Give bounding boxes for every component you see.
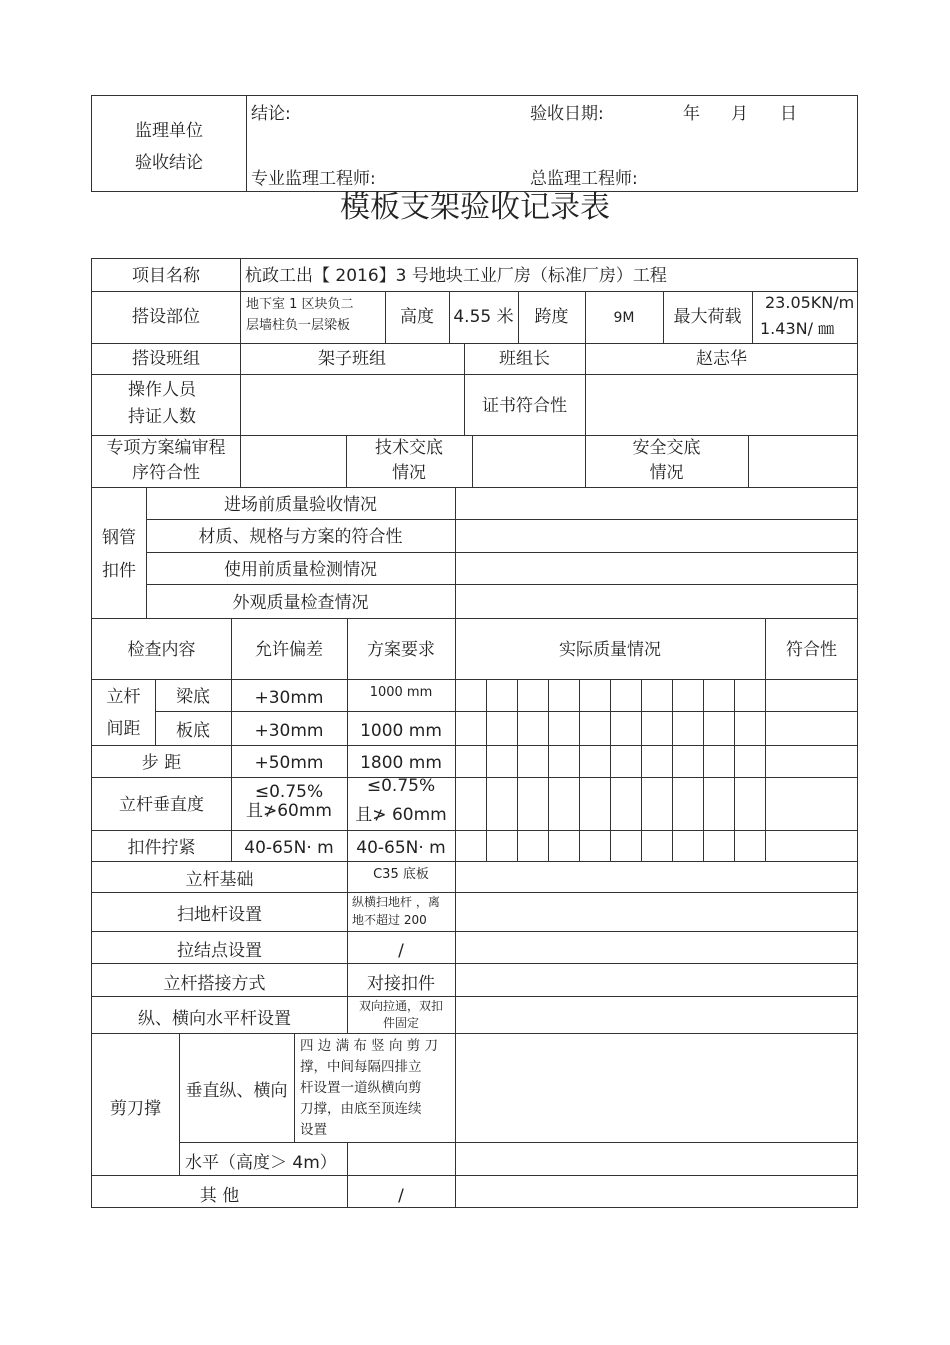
height-value: 4.55 米	[453, 307, 514, 327]
sweep-rod-label: 扫地杆设置	[177, 905, 262, 925]
leader-label: 班组长	[499, 349, 550, 369]
horizontal-rod-label: 纵、横向水平杆设置	[138, 1009, 291, 1029]
tech-briefing-label-line1: 技术交底	[375, 438, 443, 458]
engineer-label: 专业监理工程师:	[251, 169, 376, 189]
max-load-label: 最大荷载	[673, 307, 742, 327]
verticality-label: 立杆垂直度	[119, 795, 204, 815]
step-distance-label: 步 距	[141, 753, 182, 773]
scissor-brace-label: 剪刀撑	[110, 1099, 161, 1119]
other-value: /	[398, 1186, 404, 1206]
page-title: 模板支架验收记录表	[340, 190, 610, 225]
torque-tolerance: 40-65N· m	[244, 838, 334, 858]
header-check-content: 检查内容	[127, 640, 196, 660]
steel-label-line2: 扣件	[102, 561, 136, 581]
steel-label-line1: 钢管	[102, 528, 136, 548]
sweep-rod-value-line2: 地不超过 200	[352, 913, 427, 927]
operators-label-line1: 操作人员	[128, 380, 196, 400]
steel-item: 使用前质量检测情况	[224, 560, 377, 580]
beam-tolerance: +30mm	[254, 688, 324, 708]
horizontal-rod-value-line1: 双向拉通，双扣	[358, 999, 443, 1013]
acceptance-date-label: 验收日期:	[530, 104, 604, 124]
steel-item: 材质、规格与方案的符合性	[198, 527, 403, 547]
tech-briefing-label-line2: 情况	[392, 463, 426, 483]
team-value: 架子班组	[318, 349, 386, 369]
plan-review-label-line2: 序符合性	[132, 463, 200, 483]
verticality-requirement-line2: 且≯ 60mm	[355, 805, 447, 825]
sweep-rod-value-line1: 纵横扫地杆 ，离	[352, 895, 440, 909]
beam-bottom-label: 梁底	[176, 687, 210, 707]
location-value-line1: 地下室 1 区块负二	[246, 297, 354, 312]
team-label: 搭设班组	[132, 349, 200, 369]
plan-review-label-line1: 专项方案编审程	[106, 438, 226, 458]
slab-bottom-label: 板底	[176, 721, 210, 741]
step-tolerance: +50mm	[254, 753, 324, 773]
tie-point-label: 拉结点设置	[177, 941, 262, 961]
tie-point-value: /	[398, 941, 404, 961]
slab-requirement: 1000 mm	[360, 721, 442, 741]
project-name-value: 杭政工出【 2016】3 号地块工业厂房（标准厂房）工程	[245, 266, 667, 286]
date-day: 日	[780, 104, 797, 124]
scissor-vertical-value-line: 设置	[300, 1122, 327, 1138]
header-actual-quality: 实际质量情况	[559, 640, 661, 660]
operators-label-line2: 持证人数	[128, 407, 196, 427]
safety-briefing-label-line1: 安全交底	[632, 438, 701, 458]
date-year: 年	[683, 104, 700, 124]
header-conformity: 符合性	[786, 640, 837, 660]
max-load-value-line1: 23.05KN/m	[765, 293, 855, 312]
cert-conformity-label: 证书符合性	[482, 396, 567, 416]
verticality-tolerance-line1: ≤0.75%	[254, 782, 324, 802]
supervision-unit-label: 监理单位	[135, 121, 203, 141]
date-month: 月	[731, 104, 748, 124]
max-load-value-line2: 1.43N/ ㎜	[760, 319, 835, 338]
steel-item: 进场前质量验收情况	[224, 495, 377, 515]
other-label: 其 他	[199, 1186, 240, 1206]
scissor-horizontal-label: 水平（高度＞ 4m）	[185, 1153, 337, 1173]
torque-requirement: 40-65N· m	[356, 838, 446, 858]
pole-spacing-label-line2: 间距	[106, 719, 141, 739]
verticality-requirement-line1: ≤0.75%	[366, 776, 436, 796]
span-value: 9M	[613, 310, 635, 326]
scissor-vertical-value-line: 杆设置一道纵横向剪	[300, 1080, 422, 1096]
scissor-vertical-value-line: 刀撑，由底至顶连续	[300, 1101, 422, 1117]
torque-label: 扣件拧紧	[127, 838, 196, 858]
horizontal-rod-value-line2: 件固定	[382, 1016, 419, 1030]
scissor-vertical-label: 垂直纵、横向	[185, 1081, 288, 1101]
supervision-divider	[246, 95, 247, 192]
leader-value: 赵志华	[696, 349, 747, 369]
conclusion-label: 结论:	[251, 104, 291, 124]
header-tolerance: 允许偏差	[255, 640, 323, 660]
span-label: 跨度	[534, 307, 569, 327]
header-plan-requirement: 方案要求	[367, 640, 435, 660]
project-name-label: 项目名称	[132, 266, 200, 286]
chief-engineer-label: 总监理工程师:	[530, 169, 638, 189]
steel-item: 外观质量检查情况	[232, 593, 369, 613]
step-requirement: 1800 mm	[360, 753, 442, 773]
pole-spacing-label-line1: 立杆	[106, 687, 141, 707]
foundation-value: C35 底板	[373, 867, 429, 882]
scissor-vertical-value-line: 撑，中间每隔四排立	[300, 1059, 422, 1075]
location-label: 搭设部位	[132, 307, 200, 327]
verticality-tolerance-line2: 且≯60mm	[246, 801, 332, 821]
height-label: 高度	[400, 307, 434, 327]
pole-lap-value: 对接扣件	[367, 974, 435, 994]
foundation-label: 立杆基础	[185, 870, 254, 890]
beam-requirement: 1000 mm	[369, 685, 433, 700]
location-value-line2: 层墙柱负一层梁板	[246, 318, 351, 333]
supervision-conclusion-label: 验收结论	[135, 153, 203, 173]
scissor-vertical-value-line: 四 边 满 布 竖 向 剪 刀	[300, 1038, 439, 1054]
slab-tolerance: +30mm	[254, 721, 324, 741]
pole-lap-label: 立杆搭接方式	[163, 974, 266, 994]
safety-briefing-label-line2: 情况	[649, 463, 684, 483]
